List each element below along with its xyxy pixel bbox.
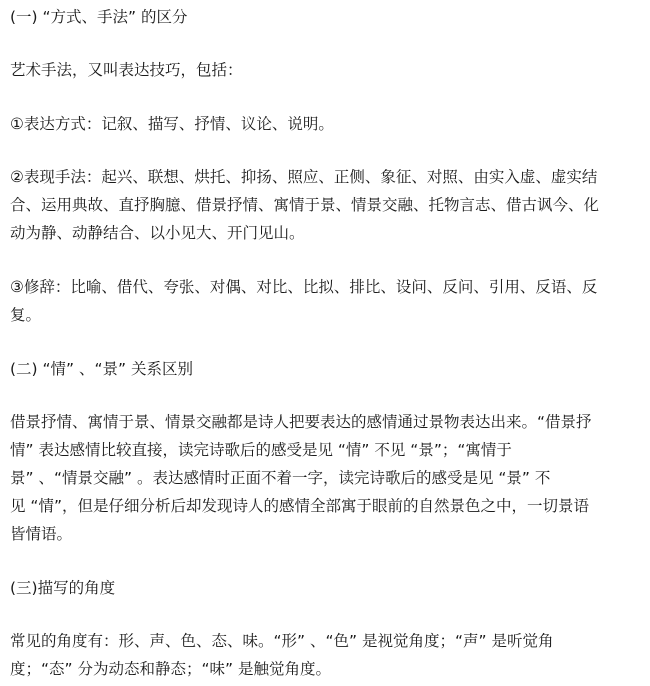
paragraph-line: 借景抒情、寓情于景、情景交融都是诗人把要表达的感情通过景物表达出来。“借景抒 xyxy=(10,413,592,431)
paragraph-line: 度；“态” 分为动态和静态；“味” 是触觉角度。 xyxy=(10,660,331,678)
paragraph-line: 艺术手法，又叫表达技巧，包括： xyxy=(10,61,243,79)
paragraph-line: 皆情语。 xyxy=(10,525,73,543)
paragraph-line: 常见的角度有：形、声、色、态、味。“形” 、“色” 是视觉角度；“声” 是听觉角 xyxy=(10,632,554,650)
paragraph-line: ③修辞：比喻、借代、夸张、对偶、对比、比拟、排比、设问、反问、引用、反语、反 xyxy=(10,278,598,296)
paragraph-line: 情” 表达感情比较直接，读完诗歌后的感受是见 “情” 不见 “景”；“寓情于 xyxy=(10,441,512,459)
paragraph-line: 见 “情”，但是仔细分析后却发现诗人的感情全部寓于眼前的自然景色之中，一切景语 xyxy=(10,497,589,515)
paragraph-line: 合、运用典故、直抒胸臆、借景抒情、寓情于景、情景交融、托物言志、借古讽今、化 xyxy=(10,196,600,214)
paragraph-line: ②表现手法：起兴、联想、烘托、抑扬、照应、正侧、象征、对照、由实入虚、虚实结 xyxy=(10,168,598,186)
section-heading-2: (二) “情” 、“景” 关系区别 xyxy=(10,360,193,378)
paragraph-line: ①表达方式：记叙、描写、抒情、议论、说明。 xyxy=(10,115,334,133)
section-heading-3: (三)描写的角度 xyxy=(10,579,116,597)
section-heading-1: (一) “方式、手法” 的区分 xyxy=(10,8,188,26)
paragraph-line: 动为静、动静结合、以小见大、开门见山。 xyxy=(10,224,305,242)
paragraph-line: 景” 、“情景交融” 。表达感情时正面不着一字，读完诗歌后的感受是见 “景” 不 xyxy=(10,469,551,487)
paragraph-line: 复。 xyxy=(10,306,42,324)
